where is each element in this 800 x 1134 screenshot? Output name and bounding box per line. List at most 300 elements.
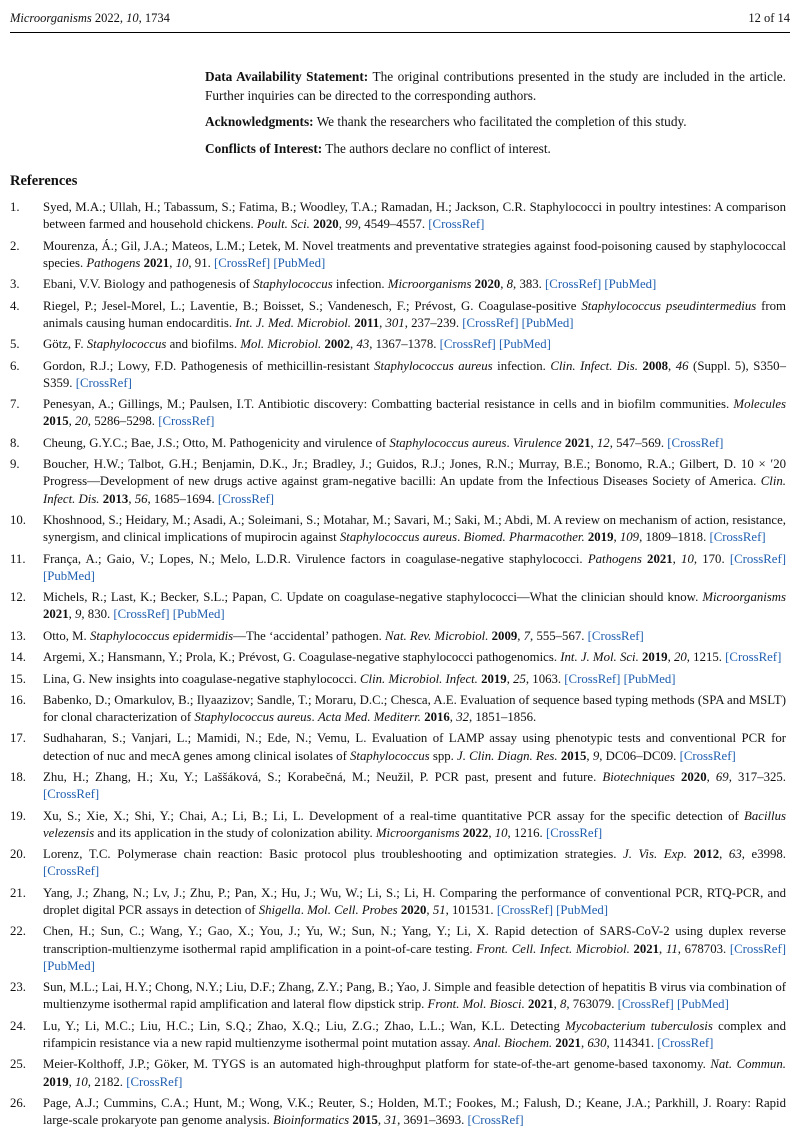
reference-segment: Lorenz, T.C. Polymerase chain reaction: Basic protocol plus troubleshooting and optimization strategies. [43,847,624,862]
reference-segment: , 91. [188,255,214,270]
reference-segment: , [506,671,514,686]
reference-segment: , [350,337,357,352]
reference-segment: Lina, G. New insights into coagulase-negative staphylococci. [43,671,360,686]
reference-year: 2021 [528,997,554,1012]
reference-italic: 51 [432,903,446,918]
reference-segment: , [68,414,75,429]
reference-italic: 43 [356,337,370,352]
reference-italic: Pathogens [587,551,642,566]
article-number: 1734 [144,11,170,25]
reference-segment: , [68,1074,75,1089]
reference-segment: , [719,847,729,862]
reference-italic: 20 [673,650,687,665]
reference-segment: , [586,748,593,763]
crossref-link[interactable]: [CrossRef] [729,551,786,566]
statement-text: The authors declare no conflict of interest. [325,140,551,156]
reference-italic: 8 [506,277,514,292]
reference-text [43,200,786,231]
reference-segment: , 1685–1694. [147,491,218,506]
reference-italic: Biomed. Pharmacother. [463,530,585,545]
reference-number: 16. [10,692,26,707]
reference-text [43,397,786,428]
reference-number: 20. [10,847,26,862]
journal-year: 2022 [94,11,120,25]
reference-italic: 46 [675,358,689,373]
reference-italic: 301 [385,315,405,330]
reference-item [10,238,786,272]
reference-italic: 10 [175,255,189,270]
reference-number: 8. [10,435,20,450]
reference-segment: Babenko, D.; Omarkulov, B.; Ilyaazizov; Sandle, T.; Moraru, D.C.; Chesca, A.E. Evaluation of sequence based typing methods (SPA and MSLT) for clonal characterization of [43,692,786,725]
reference-text [43,359,786,390]
reference-year: 2021 [564,435,591,450]
reference-segment: , 5286–5298. [87,414,159,429]
crossref-link[interactable]: [CrossRef] [545,277,602,292]
reference-segment: , 678703. [677,941,730,956]
reference-item [10,649,786,666]
reference-item [10,885,786,919]
reference-segment: Syed, M.A.; Ullah, H.; Tabassum, S.; Fatima, B.; Woodley, T.A.; Ramadan, H.; Jackson, C.R. Staphylococci in poultry intestines: A comparison between farmed and household chickens. [43,200,786,232]
reference-year: 2021 [143,255,170,270]
reference-italic: Clin. Microbiol. Infect. [360,671,478,686]
reference-segment: —The ‘accidental’ pathogen. [233,628,386,643]
reference-year: 2011 [354,315,380,330]
reference-segment: , [517,628,524,643]
reference-italic: 20 [75,414,88,429]
reference-number: 15. [10,671,26,686]
reference-segment: . [311,710,318,725]
reference-segment: infection. [492,358,551,373]
reference-number: 11. [10,551,26,566]
reference-italic: Staphylococcus aureus [374,358,493,373]
reference-italic: 99 [345,217,358,232]
reference-italic: Staphylococcus [350,748,430,763]
reference-italic: Staphylococcus [253,277,333,292]
reference-italic: Poult. Sci. [256,217,310,232]
reference-number: 25. [10,1057,26,1072]
reference-italic: Nat. Rev. Microbiol. [385,628,489,643]
reference-number: 13. [10,628,26,643]
reference-segment: Otto, M. [43,628,90,643]
reference-segment: , 1367–1378. [369,337,440,352]
reference-segment: , [128,491,135,506]
reference-segment: , [426,903,433,918]
reference-year: 2021 [647,551,673,566]
reference-number: 12. [10,590,26,605]
reference-year: 2021 [633,941,660,956]
reference-segment: , 101531. [445,903,497,918]
statement-text: We thank the researchers who facilitated the completion of this study. [316,114,687,129]
reference-italic: Clin. Infect. Dis. [43,474,786,506]
reference-year: 2019 [481,671,507,686]
pubmed-link[interactable]: [PubMed] [676,997,729,1012]
reference-segment: , 830. [81,607,114,622]
crossref-link[interactable]: [CrossRef] [75,375,132,390]
reference-segment: , [706,770,716,785]
reference-segment: , 1809–1818. [639,530,710,545]
reference-item [10,589,786,623]
reference-segment: complex and rifampicin resistance via a new rapid multienzyme isothermal point mutation assay. [43,1018,786,1051]
reference-segment: Cheung, G.Y.C.; Bae, J.S.; Otto, M. Pathogenicity and virulence of [43,435,390,450]
reference-number: 17. [10,731,26,746]
pubmed-link[interactable]: [PubMed] [556,903,609,918]
reference-segment: , [169,255,176,270]
reference-text [43,337,551,351]
back-matter [205,68,786,166]
reference-item [10,923,786,975]
reference-italic: Microorganisms [702,590,786,605]
reference-segment: , [659,941,666,956]
reference-text [43,886,786,917]
reference-text [43,277,656,291]
reference-italic: Mycobacterium tuberculosis [565,1018,713,1033]
reference-text [43,847,786,878]
crossref-link[interactable]: [CrossRef] [43,864,100,879]
reference-italic: Int. J. Med. Microbiol. [235,315,351,330]
reference-text [43,299,786,330]
reference-segment: , [68,607,75,622]
reference-italic: Shigella [258,903,301,918]
reference-number: 3. [10,277,20,292]
pubmed-link[interactable]: [PubMed] [43,568,95,583]
pubmed-link[interactable]: [PubMed] [521,315,574,330]
reference-segment: , 1851–1856. [469,710,537,725]
reference-segment: , [668,358,676,373]
reference-segment: Argemi, X.; Hansmann, Y.; Prola, K.; Prévost, G. Coagulase-negative staphylococci pathogenomics. [43,650,561,665]
crossref-link[interactable]: [CrossRef] [667,435,724,450]
crossref-link[interactable]: [CrossRef] [439,337,496,352]
page-number: 12 of 14 [748,11,790,25]
reference-number: 9. [10,457,20,472]
reference-segment: . [457,530,464,545]
reference-segment: Lu, Y.; Li, M.C.; Liu, H.C.; Lin, S.Q.; Zhao, X.Q.; Liu, Z.G.; Zhao, L.L.; Wan, K.L. Detecting [43,1018,566,1033]
reference-item [10,730,786,764]
reference-year: 2020 [474,277,501,292]
reference-italic: Virulence [512,435,562,450]
reference-italic: Int. J. Mol. Sci. [560,650,639,665]
reference-segment: , 1215. [686,650,726,665]
reference-italic: 10 [494,825,508,840]
reference-year: 2021 [43,607,69,622]
reference-italic: Mol. Microbiol. [240,337,322,352]
reference-number: 2. [10,238,20,253]
reference-italic: J. Clin. Diagn. Res. [457,748,558,763]
reference-italic: 31 [384,1113,398,1128]
reference-number: 22. [10,924,26,939]
reference-segment: , 383. [513,277,546,292]
reference-year: 2012 [693,847,720,862]
reference-italic: Biotechniques [602,770,675,785]
reference-text [43,629,644,643]
reference-italic: Molecules [733,397,786,412]
reference-segment: . [506,435,513,450]
reference-text [43,1057,786,1088]
reference-text [43,513,786,544]
reference-item [10,358,786,392]
crossref-link[interactable]: [CrossRef] [496,903,553,918]
reference-italic: Staphylococcus pseudintermedius [581,298,757,313]
reference-text [43,239,786,270]
crossref-link[interactable]: [CrossRef] [617,997,674,1012]
reference-segment: , 114341. [606,1036,658,1051]
reference-italic: Nat. Commun. [710,1057,786,1072]
reference-text [43,770,786,801]
reference-year: 2019 [641,650,668,665]
reference-segment: Meier-Kolthoff, J.P.; Göker, M. TYGS is an automated high-throughput platform for state-of-the-art genome-based taxonomy. [43,1057,711,1072]
reference-italic: Anal. Biochem. [473,1036,553,1051]
reference-year: 2020 [400,903,427,918]
reference-segment: , 3691–3693. [397,1113,468,1128]
reference-item [10,1056,786,1090]
reference-year: 2019 [43,1074,69,1089]
crossref-link[interactable]: [CrossRef] [113,607,170,622]
reference-text [43,457,786,505]
reference-segment: Boucher, H.W.; Talbot, G.H.; Benjamin, D.K., Jr.; Bradley, J.; Guidos, R.J.; Jones, R.N.; Murray, B.E.; Bonomo, R.A.; Gilbert, D. 10 × ′20 Progress—Development of new drugs active against gram-negative bacilli: An update from the Infectious Diseases Society of America. [43,457,786,489]
reference-item [10,276,786,293]
reference-italic: 10 [681,551,694,566]
reference-text [43,731,786,762]
reference-segment: , 4549–4557. [357,217,429,232]
pubmed-link[interactable]: [PubMed] [498,337,551,352]
reference-number: 19. [10,808,26,823]
reference-segment: , DC06–DC09. [599,748,680,763]
pubmed-link[interactable]: [PubMed] [43,958,95,973]
crossref-link[interactable]: [CrossRef] [725,650,782,665]
reference-italic: 630 [587,1036,607,1051]
page-header [10,8,790,33]
reference-italic: Staphylococcus aureus [389,435,507,450]
reference-segment: Sudhaharan, S.; Vanjari, L.; Mamidi, N.; Ede, N.; Vemu, L. Evaluation of LAMP assay using phenotypic tests and conventional PCR for detection of nuc and mecA genes among clinical isolates of [43,731,786,763]
reference-italic: 63 [728,847,742,862]
reference-italic: Bioinformatics [273,1113,350,1128]
reference-italic: Staphylococcus epidermidis [89,628,234,643]
reference-year: 2015 [352,1113,378,1128]
reference-text [43,1096,786,1127]
reference-segment: França, A.; Gaio, V.; Lopes, N.; Melo, L.D.R. Virulence factors in coagulase-negative staphylococci. [43,551,588,566]
reference-year: 2020 [313,217,339,232]
pubmed-link[interactable]: [PubMed] [172,607,225,622]
reference-segment: , [580,1036,588,1051]
reference-segment: Ebani, V.V. Biology and pathogenesis of [43,277,254,292]
reference-segment: , 555–567. [530,628,588,643]
reference-italic: Mol. Cell. Probes [307,903,398,918]
pubmed-link[interactable]: [PubMed] [604,277,657,292]
crossref-link[interactable]: [CrossRef] [587,628,644,643]
reference-year: 2016 [424,710,450,725]
reference-item [10,671,786,688]
crossref-link[interactable]: [CrossRef] [217,491,275,506]
reference-segment: , [613,530,620,545]
reference-segment: , [488,825,495,840]
reference-year: 2013 [102,491,129,506]
reference-text [43,980,786,1011]
reference-item [10,692,786,726]
reference-segment [687,847,694,861]
reference-number: 14. [10,650,26,665]
reference-segment: , [377,1113,385,1128]
reference-italic: Acta Med. Mediterr. [317,710,421,725]
reference-segment: Gordon, R.J.; Lowy, F.D. Pathogenesis of methicillin-resistant [43,358,375,373]
reference-number: 21. [10,885,26,900]
reference-segment: , [590,435,597,450]
reference-year: 2021 [555,1036,581,1051]
reference-year: 2002 [324,337,351,352]
reference-year: 2020 [681,770,707,785]
reference-number: 5. [10,337,20,352]
reference-number: 24. [10,1018,26,1033]
reference-year: 2022 [462,825,489,840]
reference-segment: Zhu, H.; Zhang, H.; Xu, Y.; Laššáková, S.; Korabečná, M.; Neužil, P. PCR past, present and future. [43,770,603,785]
reference-number: 18. [10,770,26,785]
reference-segment: , 1216. [507,825,546,840]
statement-label: Acknowledgments: [205,114,314,129]
reference-italic: Clin. Infect. Dis. [550,358,638,373]
crossref-link[interactable]: [CrossRef] [729,941,787,956]
reference-segment: , e3998. [741,847,787,862]
journal-citation: Microorganisms 2022, 10, 1734 [10,11,170,25]
reference-item [10,1095,786,1129]
reference-italic: 56 [134,491,148,506]
reference-segment: . [300,903,308,918]
reference-item [10,199,786,233]
reference-italic: J. Vis. Exp. [623,847,687,862]
reference-item [10,298,786,332]
reference-number: 26. [10,1096,26,1111]
reference-number: 1. [10,200,20,214]
reference-segment: Xu, S.; Xie, X.; Shi, Y.; Chai, A.; Li, B.; Li, L. Development of a real-time quantitative PCR assay for the specific detection of [43,808,745,823]
reference-text [43,809,786,840]
reference-item [10,769,786,803]
pubmed-link[interactable]: [PubMed] [273,255,326,270]
crossref-link[interactable]: [CrossRef] [462,315,519,330]
reference-segment: Chen, H.; Sun, C.; Wang, Y.; Gao, X.; You, J.; Yu, W.; Sun, N.; Yang, Y.; Li, X. Rapid detection of SARS-CoV-2 using duplex reverse transcription-multienzyme isothermal rapid amplification in a point-of-care testing. [43,924,786,956]
reference-text [43,650,781,664]
crossref-link[interactable]: [CrossRef] [564,671,621,686]
reference-italic: Microorganisms [375,825,460,840]
reference-item [10,628,786,645]
reference-italic: 7 [523,628,531,643]
reference-segment: Michels, R.; Last, K.; Becker, S.L.; Papan, C. Update on coagulase-negative staphylococci—What the clinician should know. [43,590,703,605]
reference-segment: , 317–325. [728,770,786,785]
reference-item [10,551,786,585]
data-availability-statement [205,68,786,105]
reference-number: 10. [10,512,26,527]
reference-item [10,512,786,546]
reference-segment: and biofilms. [166,337,241,352]
reference-segment: infection. [332,277,388,292]
reference-number: 6. [10,358,20,373]
reference-text [43,672,676,686]
reference-segment: , 547–569. [609,435,668,450]
reference-italic: Staphylococcus [86,337,167,352]
reference-segment: , 170. [693,551,730,566]
reference-text [43,436,723,450]
reference-segment: Yang, J.; Zhang, N.; Lv, J.; Zhu, P.; Pan, X.; Hu, J.; Wu, W.; Li, S.; Li, H. Comparing the performance of conventional PCR, RTQ-PCR, and droplet digital PCR assays in detection of [43,885,786,918]
reference-year: 2009 [491,628,518,643]
reference-italic: 69 [715,770,729,785]
reference-segment: , [672,551,682,566]
reference-italic: 11 [665,941,678,956]
references-list [10,199,786,1134]
reference-item [10,456,786,508]
crossref-link[interactable]: [CrossRef] [709,530,766,545]
reference-italic: Pathogens [86,255,141,270]
acknowledgments-statement [205,113,786,132]
crossref-link[interactable]: [CrossRef] [213,255,271,270]
reference-segment: , 763079. [566,997,618,1012]
reference-segment: Sun, M.L.; Lai, H.Y.; Chong, N.Y.; Liu, D.F.; Zhang, Z.Y.; Pang, B.; Yao, J. Simple and feasible detection of hepatitis B virus via combination of multienzyme isothermal rapid amplification and lateral flow dipstick strip. [43,980,786,1012]
reference-year: 2008 [642,358,669,373]
statement-label: Conflicts of Interest: [205,140,323,156]
reference-text [43,552,786,583]
reference-italic: 109 [619,530,640,545]
reference-segment: , [379,315,386,330]
pubmed-link[interactable]: [PubMed] [623,671,676,686]
reference-segment: spp. [429,748,458,763]
statement-label: Data Availability Statement: [205,69,369,84]
reference-segment: , [449,710,457,725]
reference-italic: 32 [456,710,469,725]
crossref-link[interactable]: [CrossRef] [545,825,603,840]
reference-italic: 25 [513,671,526,686]
reference-text [43,924,786,972]
crossref-link[interactable]: [CrossRef] [126,1074,183,1089]
crossref-link[interactable]: [CrossRef] [158,414,215,429]
reference-item [10,846,786,880]
journal-name: Microorganisms [10,11,92,25]
reference-text [43,1019,786,1050]
reference-segment: Page, A.J.; Cummins, C.A.; Hunt, M.; Wong, V.K.; Reuter, S.; Holden, M.T.; Fookes, M.; Falush, D.; Keane, J.A.; Parkhill, J. Roary: Rapid large-scale prokaryote pan genome analysis. [43,1096,786,1128]
crossref-link[interactable]: [CrossRef] [428,217,485,232]
reference-segment: (Suppl. 5), S350–S359. [43,358,786,390]
reference-italic: 8 [560,997,567,1012]
reference-number: 4. [10,298,20,313]
reference-italic: Bacillus velezensis [43,808,786,840]
journal-volume: 10 [126,11,139,25]
conflicts-statement [205,140,786,159]
reference-text [43,693,786,724]
reference-segment: , 237–239. [404,315,463,330]
statement-text: The original contributions presented in the study are included in the article. Further inquiries can be directed to the corresponding authors. [205,69,786,103]
reference-segment: , [338,217,346,232]
reference-item [10,336,786,353]
reference-number: 7. [10,397,20,412]
reference-segment: Mourenza, Á.; Gil, J.A.; Mateos, L.M.; Letek, M. Novel treatments and preventative strategies against food-poisoning caused by staphylococcal species. [43,238,786,270]
reference-italic: Staphylococcus aureus [339,530,458,545]
reference-italic: Microorganisms [387,277,472,292]
reference-item [10,808,786,842]
reference-segment: , [500,277,507,292]
reference-segment: , [667,650,674,665]
crossref-link[interactable]: [CrossRef] [679,748,736,763]
crossref-link[interactable]: [CrossRef] [467,1113,524,1128]
crossref-link[interactable]: [CrossRef] [657,1036,714,1051]
crossref-link[interactable]: [CrossRef] [43,787,100,802]
references-heading: References [10,173,78,189]
reference-italic: Staphylococcus aureus [194,710,312,725]
reference-number: 23. [10,980,26,995]
reference-italic: 9 [75,607,82,622]
reference-segment: , 1063. [525,671,565,686]
reference-year: 2019 [587,530,614,545]
reference-segment: Götz, F. [43,337,87,352]
reference-text [43,590,786,621]
reference-segment: and its application in the study of colonization ability. [94,825,376,840]
reference-item [10,979,786,1013]
reference-italic: 9 [592,748,600,763]
reference-item [10,435,786,452]
reference-segment: Penesyan, A.; Gillings, M.; Paulsen, I.T. Antibiotic discovery: Combatting bacterial resistance in cells and in biofilm communities. [43,397,734,412]
